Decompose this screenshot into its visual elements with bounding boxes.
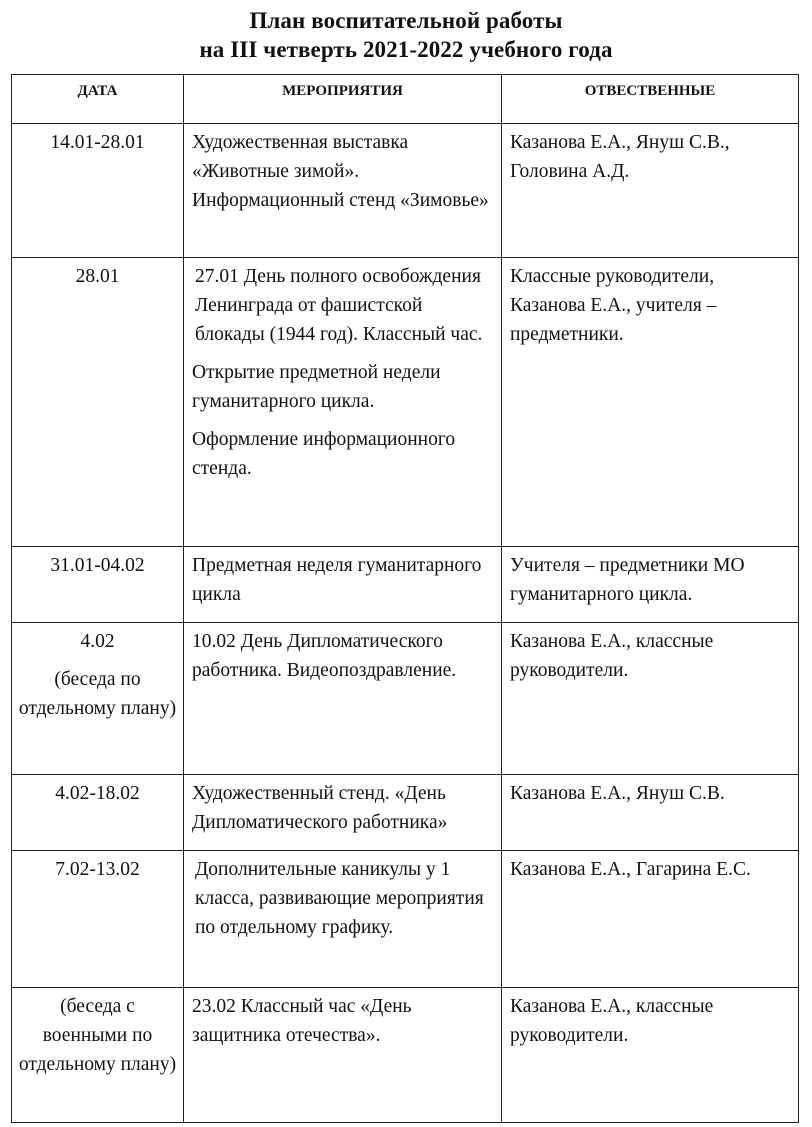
date-text: 4.02-18.02 bbox=[55, 783, 140, 804]
title-line-1: План воспитательной работы bbox=[249, 8, 563, 33]
responsible-cell bbox=[502, 547, 799, 623]
event-text: Художественная выставка «Животные зимой». Информационный стенд «Зимовье» bbox=[192, 132, 489, 211]
event-text: Художественный стенд. «День Дипломатического работника» bbox=[192, 783, 448, 833]
date-text: 31.01-04.02 bbox=[50, 555, 145, 576]
events-cell bbox=[184, 775, 502, 851]
date-cell bbox=[12, 988, 184, 1123]
date-note: (беседа по отдельному плану) bbox=[18, 669, 177, 719]
plan-table bbox=[11, 74, 799, 1123]
event-text: 10.02 День Дипломатического работника. Видеопоздравление. bbox=[192, 631, 457, 681]
title-line-2: на III четверть 2021-2022 учебного года bbox=[199, 37, 613, 62]
header-date: ДАТА bbox=[12, 75, 184, 124]
responsible-text: Казанова Е.А., Гагарина Е.С. bbox=[510, 859, 751, 880]
date-text: 14.01-28.01 bbox=[50, 132, 145, 153]
responsible-text: Казанова Е.А., классные руководители. bbox=[510, 631, 714, 681]
events-cell bbox=[184, 988, 502, 1123]
responsible-cell bbox=[502, 258, 799, 547]
table-row bbox=[12, 258, 799, 547]
responsible-text: Классные руководители, Казанова Е.А., учителя – предметники. bbox=[510, 266, 717, 345]
event-text: 23.02 Классный час «День защитника отечества». bbox=[192, 996, 412, 1046]
header-responsible: ОТВЕСТВЕННЫЕ bbox=[502, 75, 799, 124]
event-text: Предметная неделя гуманитарного цикла bbox=[192, 555, 482, 605]
table-row bbox=[12, 775, 799, 851]
events-cell bbox=[184, 547, 502, 623]
event-text: Дополнительные каникулы у 1 класса, развивающие мероприятия по отдельному графику. bbox=[195, 859, 484, 938]
event-text: Открытие предметной недели гуманитарного цикла. bbox=[192, 362, 441, 412]
event-text: 27.01 День полного освобождения Ленинграда от фашистской блокады (1944 год). Классный час. bbox=[195, 266, 483, 345]
table-row bbox=[12, 547, 799, 623]
document-title bbox=[0, 6, 812, 64]
date-text: (беседа с военными по отдельному плану) bbox=[18, 996, 177, 1075]
table-row bbox=[12, 851, 799, 988]
event-text: Оформление информационного стенда. bbox=[192, 429, 456, 479]
date-text: 4.02 bbox=[80, 631, 115, 652]
date-cell bbox=[12, 851, 184, 988]
events-cell bbox=[184, 623, 502, 775]
events-cell bbox=[184, 851, 502, 988]
responsible-cell bbox=[502, 124, 799, 258]
events-cell bbox=[184, 124, 502, 258]
events-cell bbox=[184, 258, 502, 547]
table-header-row bbox=[12, 75, 799, 124]
table-row bbox=[12, 988, 799, 1123]
date-text: 28.01 bbox=[75, 266, 120, 287]
header-events: МЕРОПРИЯТИЯ bbox=[184, 75, 502, 124]
date-cell bbox=[12, 775, 184, 851]
responsible-text: Казанова Е.А., классные руководители. bbox=[510, 996, 714, 1046]
responsible-cell bbox=[502, 851, 799, 988]
table-row bbox=[12, 623, 799, 775]
responsible-text: Казанова Е.А., Януш С.В. bbox=[510, 783, 725, 804]
responsible-text: Учителя – предметники МО гуманитарного цикла. bbox=[510, 555, 745, 605]
responsible-text: Казанова Е.А., Януш С.В., Головина А.Д. bbox=[510, 132, 730, 182]
date-cell bbox=[12, 623, 184, 775]
date-cell bbox=[12, 124, 184, 258]
date-text: 7.02-13.02 bbox=[55, 859, 140, 880]
date-cell bbox=[12, 547, 184, 623]
date-cell bbox=[12, 258, 184, 547]
responsible-cell bbox=[502, 775, 799, 851]
table-row bbox=[12, 124, 799, 258]
responsible-cell bbox=[502, 623, 799, 775]
responsible-cell bbox=[502, 988, 799, 1123]
